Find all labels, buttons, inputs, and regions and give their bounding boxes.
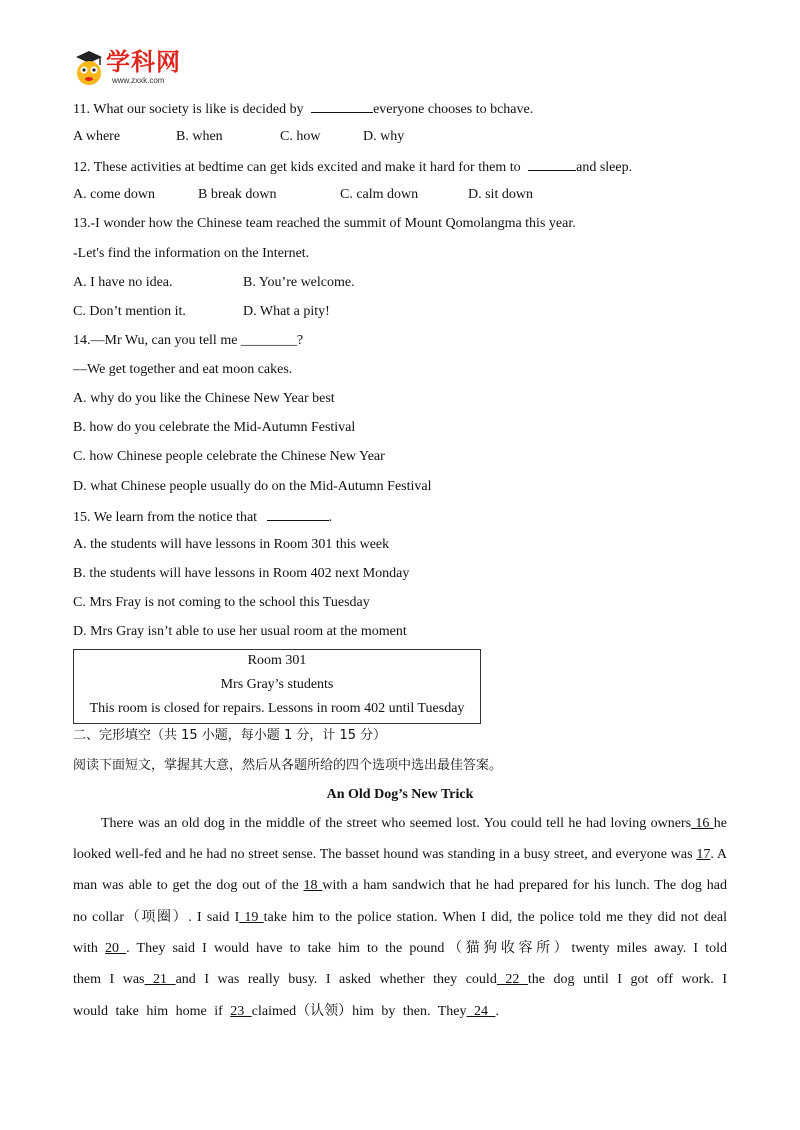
q12-option-a[interactable]: A. come down	[73, 187, 156, 202]
passage-text: . A	[710, 847, 727, 862]
question-13-line-1: 13.-I wonder how the Chinese team reached the summit of Mount Qomolangma this year.	[73, 216, 576, 231]
notice-students: Mrs Gray’s students	[220, 677, 334, 692]
passage-text: and I was really busy. I asked whether they could	[175, 972, 497, 987]
passage-line	[73, 971, 727, 989]
blank-16: 16	[691, 816, 714, 831]
q13-option-a[interactable]: A. I have no idea.	[73, 275, 173, 290]
blank-24: 24	[466, 1004, 496, 1019]
blank-17: 17	[696, 847, 711, 862]
answer-blank	[311, 99, 373, 113]
passage-text: he	[713, 816, 727, 831]
blank-18: 18	[303, 878, 323, 893]
passage-text: .	[495, 1004, 499, 1019]
passage-text: . They said I would have to take him to the pound（猫狗收容所）twenty miles away. I told	[126, 941, 728, 956]
q12-option-d[interactable]: D. sit down	[468, 187, 533, 202]
q13-option-d[interactable]: D. What a pity!	[243, 304, 330, 319]
blank-23: 23	[230, 1004, 252, 1019]
passage-title: An Old Dog’s New Trick	[326, 787, 474, 802]
question-15	[73, 507, 332, 527]
question-14-line-1: 14.—Mr Wu, can you tell me ________?	[73, 333, 304, 348]
q14-option-d[interactable]: D. what Chinese people usually do on the Mid-Autumn Festival	[73, 479, 432, 494]
passage-text: There was an old dog in the middle of the street who seemed lost. You could tell he had loving owners	[101, 816, 692, 831]
passage-text: looked well-fed and he had no street sense. The basset hound was standing in a busy street, and everyone was	[73, 847, 693, 862]
blank-20: 20	[105, 941, 127, 956]
question-15-text: 15. We learn from the notice that	[73, 510, 258, 525]
notice-room: Room 301	[247, 653, 307, 668]
q13-option-b[interactable]: B. You’re welcome.	[243, 275, 355, 290]
passage-text: no collar（项圈）. I said I	[73, 910, 240, 925]
question-15-text-end: .	[328, 510, 333, 525]
passage-line	[73, 940, 727, 958]
question-12	[73, 157, 632, 177]
blank-22: 22	[496, 972, 528, 987]
q11-option-d[interactable]: D. why	[363, 129, 405, 144]
passage-text: man was able to get the dog out of the	[73, 878, 304, 893]
question-12-text: 12. These activities at bedtime can get kids excited and make it hard for them to	[73, 160, 521, 175]
q14-option-b[interactable]: B. how do you celebrate the Mid-Autumn Festival	[73, 420, 356, 435]
question-13-line-2: -Let's find the information on the Internet.	[73, 246, 310, 261]
notice-box	[73, 649, 481, 724]
q11-option-a[interactable]: A where	[73, 129, 121, 144]
question-12-text-end: and sleep.	[576, 160, 633, 175]
site-logo	[72, 46, 202, 90]
q15-option-a[interactable]: A. the students will have lessons in Room 301 this week	[73, 537, 390, 552]
question-11-text: 11. What our society is like is decided by	[73, 102, 304, 117]
q11-option-b[interactable]: B. when	[176, 129, 223, 144]
section-heading: 二、完形填空（共 15 小题，每小题 1 分，计 15 分）	[73, 728, 387, 743]
notice-message: This room is closed for repairs. Lessons in room 402 until Tuesday	[89, 701, 465, 716]
q13-option-c[interactable]: C. Don’t mention it.	[73, 304, 186, 319]
passage-line	[73, 877, 727, 895]
blank-21: 21	[144, 972, 176, 987]
q14-option-a[interactable]: A. why do you like the Chinese New Year best	[73, 391, 335, 406]
q12-option-c[interactable]: C. calm down	[340, 187, 419, 202]
q15-option-d[interactable]: D. Mrs Gray isn’t able to use her usual room at the moment	[73, 624, 407, 639]
passage-text: claimed（认领）him by then. They	[251, 1004, 467, 1019]
logo-mascot-icon	[72, 48, 106, 88]
passage-text: would take him home if	[73, 1004, 231, 1019]
passage-text: with	[73, 941, 106, 956]
q15-option-c[interactable]: C. Mrs Fray is not coming to the school this Tuesday	[73, 595, 370, 610]
passage-line	[101, 815, 727, 833]
question-11-text-end: everyone chooses to bchave.	[373, 102, 534, 117]
section-instruction: 阅读下面短文，掌握其大意，然后从各题所给的四个选项中选出最佳答案。	[73, 758, 503, 773]
passage-line	[73, 1003, 727, 1021]
passage-text: take him to the police station. When I did, the police told me they did not deal	[263, 910, 728, 925]
passage-text: with a ham sandwich that he had prepared for his lunch. The dog had	[322, 878, 727, 893]
passage-text: them I was	[73, 972, 145, 987]
answer-blank	[528, 157, 576, 171]
passage-line	[73, 909, 727, 927]
question-14-line-2: —We get together and eat moon cakes.	[73, 362, 293, 377]
passage-text: the dog until I got off work. I	[527, 972, 727, 987]
question-11	[73, 99, 533, 119]
q11-option-c[interactable]: C. how	[280, 129, 321, 144]
passage-line	[73, 846, 727, 864]
q12-option-b[interactable]: B break down	[198, 187, 277, 202]
answer-blank	[267, 507, 329, 521]
q15-option-b[interactable]: B. the students will have lessons in Room 402 next Monday	[73, 566, 410, 581]
q14-option-c[interactable]: C. how Chinese people celebrate the Chinese New Year	[73, 449, 385, 464]
blank-19: 19	[239, 910, 264, 925]
logo-name: 学科网	[106, 48, 181, 76]
logo-url: www.zxxk.com	[112, 76, 165, 85]
